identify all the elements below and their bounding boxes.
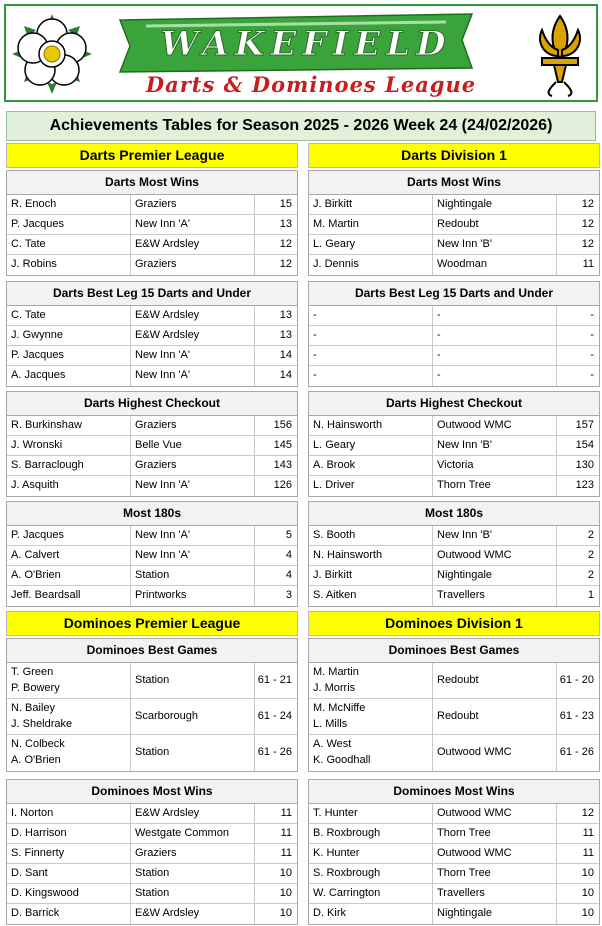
stat-value: 10: [279, 867, 292, 879]
team-name: Nightingale: [433, 195, 557, 214]
player-name: N. Hainsworth: [309, 416, 433, 435]
darts-premier-most-180s: [6, 501, 298, 607]
section-heading: Darts Highest Checkout: [7, 392, 297, 416]
team-name: -: [433, 326, 557, 345]
team-name: Thorn Tree: [433, 824, 557, 843]
team-name: New Inn 'A': [131, 215, 255, 234]
darts-div1-most-wins: [308, 170, 600, 276]
table-row: [7, 526, 297, 546]
section-heading: Darts Highest Checkout: [309, 392, 599, 416]
player-name: D. Sant: [7, 864, 131, 883]
team-name: Graziers: [131, 255, 255, 275]
team-name: E&W Ardsley: [131, 804, 255, 823]
section-heading: Darts Best Leg 15 Darts and Under: [7, 282, 297, 306]
banner-title: WAKEFIELD: [160, 24, 452, 64]
player-name: M. Martin: [313, 666, 359, 678]
darts-premier-column: [6, 143, 298, 168]
team-name: Printworks: [131, 586, 255, 606]
stat-value: 10: [581, 907, 594, 919]
team-name: Nightingale: [433, 904, 557, 924]
table-row: [309, 699, 599, 735]
section-heading: Most 180s: [7, 502, 297, 526]
dominoes-premier-column: [6, 611, 298, 636]
table-row: [309, 436, 599, 456]
player-name: J. Morris: [313, 682, 356, 694]
player-name: D. Kirk: [309, 904, 433, 924]
team-name: Nightingale: [433, 566, 557, 585]
stat-value: 143: [273, 459, 292, 471]
team-name: New Inn 'A': [131, 366, 255, 386]
stat-value: -: [590, 369, 594, 381]
stat-value: 4: [285, 569, 292, 581]
stat-value: -: [590, 349, 594, 361]
table-row: [7, 546, 297, 566]
team-name: E&W Ardsley: [131, 306, 255, 325]
team-name: Thorn Tree: [433, 476, 557, 496]
player-name: P. Jacques: [7, 346, 131, 365]
table-row: [309, 844, 599, 864]
table-row: [309, 416, 599, 436]
table-row: [309, 663, 599, 699]
table-row: [309, 456, 599, 476]
team-name: Woodman: [433, 255, 557, 275]
table-row: [309, 306, 599, 326]
team-name: E&W Ardsley: [131, 904, 255, 924]
table-row: [7, 804, 297, 824]
stat-value: 2: [587, 529, 594, 541]
table-row: [7, 699, 297, 735]
table-row: [7, 235, 297, 255]
stat-value: 10: [581, 867, 594, 879]
table-row: [7, 735, 297, 771]
player-name: N. Colbeck: [11, 738, 65, 750]
stat-value: 157: [575, 419, 594, 431]
banner-subtitle: Darts & Dominoes League: [145, 72, 477, 97]
table-row: [309, 884, 599, 904]
stat-value: 10: [279, 907, 292, 919]
table-row: [309, 255, 599, 275]
section-heading: Darts Best Leg 15 Darts and Under: [309, 282, 599, 306]
darts-premier-best-leg: [6, 281, 298, 387]
player-name: M. McNiffe: [313, 702, 366, 714]
player-name: P. Jacques: [7, 526, 131, 545]
section-heading: Dominoes Best Games: [309, 639, 599, 663]
stat-value: 11: [280, 847, 292, 859]
table-row: [7, 255, 297, 275]
player-name: C. Tate: [7, 306, 131, 325]
fleur-de-lis-icon: [532, 12, 588, 98]
page-title: Achievements Tables for Season 2025 - 2026 Week 24 (24/02/2026): [6, 111, 596, 141]
team-name: Redoubt: [433, 663, 557, 698]
stat-value: 123: [575, 479, 594, 491]
team-name: Travellers: [433, 586, 557, 606]
table-row: [309, 366, 599, 386]
stat-value: 13: [279, 329, 292, 341]
darts-div1-best-leg: [308, 281, 600, 387]
player-name: S. Barraclough: [7, 456, 131, 475]
player-name: S. Aitken: [309, 586, 433, 606]
stat-value: 13: [279, 218, 292, 230]
section-heading: Darts Most Wins: [7, 171, 297, 195]
team-name: Graziers: [131, 416, 255, 435]
player-name: J. Wronski: [7, 436, 131, 455]
table-row: [7, 306, 297, 326]
table-row: [7, 195, 297, 215]
player-name: D. Harrison: [7, 824, 131, 843]
player-name: J. Asquith: [7, 476, 131, 496]
player-name: -: [309, 366, 433, 386]
dominoes-div1-column: [308, 611, 600, 636]
player-name: T. Green: [11, 666, 54, 678]
league-heading: Darts Premier League: [6, 143, 298, 168]
stat-value: 11: [582, 258, 594, 270]
player-name: K. Goodhall: [313, 754, 371, 766]
player-name: D. Barrick: [7, 904, 131, 924]
stat-value: 61 - 26: [559, 746, 594, 758]
table-row: [7, 844, 297, 864]
team-name: E&W Ardsley: [131, 326, 255, 345]
dominoes-div1-best-games: [308, 638, 600, 772]
player-pair: [7, 663, 131, 698]
stat-value: 61 - 26: [257, 746, 292, 758]
stat-value: 61 - 23: [559, 710, 594, 722]
team-name: Station: [131, 663, 255, 698]
team-name: Outwood WMC: [433, 416, 557, 435]
stat-value: 10: [279, 887, 292, 899]
player-name: N. Bailey: [11, 702, 56, 714]
table-row: [7, 416, 297, 436]
darts-premier-most-wins: [6, 170, 298, 276]
player-name: T. Hunter: [309, 804, 433, 823]
stat-value: 156: [273, 419, 292, 431]
stat-value: 14: [279, 369, 292, 381]
player-name: J. Dennis: [309, 255, 433, 275]
table-row: [7, 476, 297, 496]
team-name: -: [433, 366, 557, 386]
table-row: [309, 326, 599, 346]
team-name: Outwood WMC: [433, 804, 557, 823]
table-row: [7, 456, 297, 476]
stat-value: 61 - 21: [257, 674, 292, 686]
header-banner: [4, 4, 598, 102]
player-pair: [7, 699, 131, 734]
table-row: [309, 904, 599, 924]
player-name: S. Roxbrough: [309, 864, 433, 883]
stat-value: 154: [575, 439, 594, 451]
stat-value: 15: [279, 198, 292, 210]
player-name: J. Gwynne: [7, 326, 131, 345]
team-name: Graziers: [131, 844, 255, 863]
table-row: [309, 586, 599, 606]
player-name: L. Mills: [313, 718, 348, 730]
team-name: New Inn 'A': [131, 476, 255, 496]
player-name: I. Norton: [7, 804, 131, 823]
table-row: [7, 864, 297, 884]
darts-premier-highest-checkout: [6, 391, 298, 497]
player-name: A. Brook: [309, 456, 433, 475]
table-row: [7, 586, 297, 606]
table-row: [7, 663, 297, 699]
player-name: M. Martin: [309, 215, 433, 234]
team-name: Scarborough: [131, 699, 255, 734]
player-name: L. Geary: [309, 235, 433, 254]
player-name: S. Booth: [309, 526, 433, 545]
player-name: A. O'Brien: [11, 754, 61, 766]
player-name: -: [309, 346, 433, 365]
player-name: A. Calvert: [7, 546, 131, 565]
table-row: [309, 476, 599, 496]
stat-value: 2: [587, 549, 594, 561]
team-name: New Inn 'A': [131, 526, 255, 545]
table-row: [7, 436, 297, 456]
yorkshire-rose-icon: [10, 12, 94, 96]
section-heading: Dominoes Best Games: [7, 639, 297, 663]
player-pair: [309, 735, 433, 771]
player-pair: [7, 735, 131, 771]
player-name: A. West: [313, 738, 352, 750]
table-row: [7, 566, 297, 586]
section-heading: Dominoes Most Wins: [309, 780, 599, 804]
table-row: [7, 904, 297, 924]
section-heading: Darts Most Wins: [309, 171, 599, 195]
dominoes-premier-best-games: [6, 638, 298, 772]
player-name: K. Hunter: [309, 844, 433, 863]
team-name: E&W Ardsley: [131, 235, 255, 254]
darts-div1-highest-checkout: [308, 391, 600, 497]
table-row: [309, 864, 599, 884]
team-name: Station: [131, 735, 255, 771]
team-name: -: [433, 306, 557, 325]
stat-value: 11: [280, 827, 292, 839]
table-row: [309, 566, 599, 586]
team-name: Station: [131, 864, 255, 883]
stat-value: 11: [582, 827, 594, 839]
team-name: Graziers: [131, 195, 255, 214]
stat-value: 5: [285, 529, 292, 541]
team-name: New Inn 'B': [433, 235, 557, 254]
team-name: Station: [131, 884, 255, 903]
section-heading: Most 180s: [309, 502, 599, 526]
stat-value: 2: [587, 569, 594, 581]
table-row: [7, 884, 297, 904]
team-name: -: [433, 346, 557, 365]
player-name: -: [309, 326, 433, 345]
stat-value: 1: [587, 589, 594, 601]
league-heading: Dominoes Division 1: [308, 611, 600, 636]
stat-value: 12: [581, 218, 594, 230]
team-name: Outwood WMC: [433, 735, 557, 771]
dominoes-div1-most-wins: [308, 779, 600, 925]
player-name: A. O'Brien: [7, 566, 131, 585]
stat-value: 10: [581, 887, 594, 899]
team-name: Graziers: [131, 456, 255, 475]
player-name: J. Robins: [7, 255, 131, 275]
stat-value: 130: [575, 459, 594, 471]
table-row: [309, 195, 599, 215]
stat-value: 12: [279, 258, 292, 270]
stat-value: 4: [285, 549, 292, 561]
player-name: W. Carrington: [309, 884, 433, 903]
player-name: J. Birkitt: [309, 566, 433, 585]
dominoes-premier-most-wins: [6, 779, 298, 925]
player-name: -: [309, 306, 433, 325]
stat-value: 11: [280, 807, 292, 819]
section-heading: Dominoes Most Wins: [7, 780, 297, 804]
player-name: P. Jacques: [7, 215, 131, 234]
table-row: [7, 366, 297, 386]
stat-value: -: [590, 309, 594, 321]
table-row: [309, 235, 599, 255]
player-name: B. Roxbrough: [309, 824, 433, 843]
player-name: N. Hainsworth: [309, 546, 433, 565]
player-pair: [309, 699, 433, 734]
stat-value: 61 - 24: [257, 710, 292, 722]
table-row: [309, 824, 599, 844]
stat-value: 12: [581, 807, 594, 819]
table-row: [309, 804, 599, 824]
player-name: J. Sheldrake: [11, 718, 73, 730]
player-name: J. Birkitt: [309, 195, 433, 214]
table-row: [7, 326, 297, 346]
player-name: A. Jacques: [7, 366, 131, 386]
darts-div1-most-180s: [308, 501, 600, 607]
darts-div1-column: [308, 143, 600, 168]
stat-value: 12: [279, 238, 292, 250]
table-row: [309, 346, 599, 366]
player-pair: [309, 663, 433, 698]
team-name: Station: [131, 566, 255, 585]
team-name: Outwood WMC: [433, 546, 557, 565]
player-name: D. Kingswood: [7, 884, 131, 903]
stat-value: 14: [279, 349, 292, 361]
team-name: Victoria: [433, 456, 557, 475]
team-name: New Inn 'A': [131, 346, 255, 365]
stat-value: 126: [273, 479, 292, 491]
stat-value: 12: [581, 198, 594, 210]
stat-value: 61 - 20: [559, 674, 594, 686]
stat-value: 11: [582, 847, 594, 859]
table-row: [309, 735, 599, 771]
team-name: New Inn 'B': [433, 436, 557, 455]
team-name: Belle Vue: [131, 436, 255, 455]
player-name: R. Burkinshaw: [7, 416, 131, 435]
player-name: C. Tate: [7, 235, 131, 254]
team-name: Thorn Tree: [433, 864, 557, 883]
team-name: Redoubt: [433, 215, 557, 234]
team-name: Westgate Common: [131, 824, 255, 843]
team-name: Outwood WMC: [433, 844, 557, 863]
league-heading: Dominoes Premier League: [6, 611, 298, 636]
player-name: P. Bowery: [11, 682, 60, 694]
stat-value: 12: [581, 238, 594, 250]
team-name: New Inn 'A': [131, 546, 255, 565]
stat-value: 145: [273, 439, 292, 451]
team-name: Travellers: [433, 884, 557, 903]
table-row: [7, 346, 297, 366]
player-name: S. Finnerty: [7, 844, 131, 863]
team-name: New Inn 'B': [433, 526, 557, 545]
table-row: [7, 215, 297, 235]
table-row: [309, 215, 599, 235]
stat-value: 13: [279, 309, 292, 321]
league-heading: Darts Division 1: [308, 143, 600, 168]
table-row: [7, 824, 297, 844]
table-row: [309, 546, 599, 566]
player-name: L. Driver: [309, 476, 433, 496]
stat-value: 3: [285, 589, 292, 601]
player-name: Jeff. Beardsall: [7, 586, 131, 606]
player-name: R. Enoch: [7, 195, 131, 214]
stat-value: -: [590, 329, 594, 341]
player-name: L. Geary: [309, 436, 433, 455]
table-row: [309, 526, 599, 546]
team-name: Redoubt: [433, 699, 557, 734]
